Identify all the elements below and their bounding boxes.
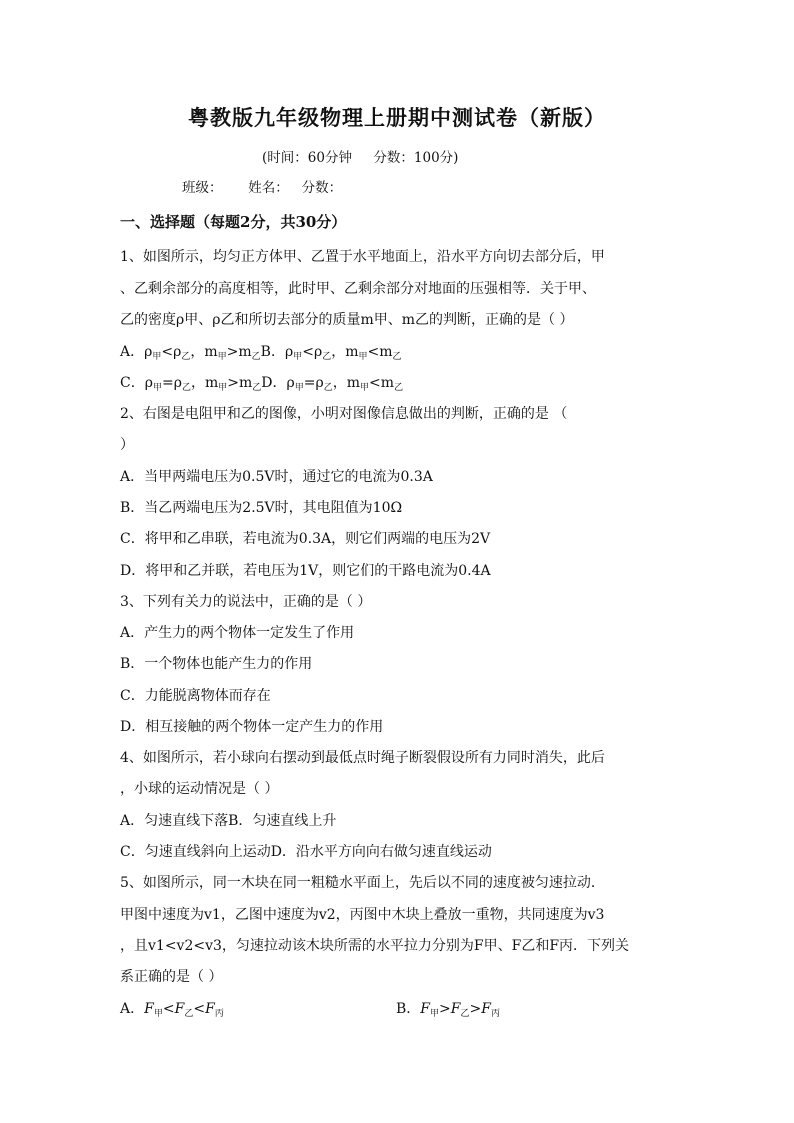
q1-options-ab: A．$\rho_甲<\rho_乙$，$m_甲>m_乙B$．$\rho_甲<\rho_乙$，$m_甲<m_乙$	[120, 344, 402, 362]
sub-yi: 乙	[460, 1009, 470, 1019]
q5-line-4: 系正确的是（ ）	[120, 969, 223, 985]
gt-sym: >	[439, 1001, 451, 1017]
q4-line-1: 4、如图所示，若小球向右摆动到最低点时绳子断裂假设所有力同时消失，此后	[120, 750, 605, 766]
exam-title: 粤教版九年级物理上册期中测试卷（新版）	[188, 105, 606, 130]
lt-sym: <	[369, 375, 381, 391]
time-score-line: (时间：60分钟 分数：100分)	[262, 150, 459, 166]
sub-jia: 甲	[152, 352, 162, 362]
sub-jia: 甲	[153, 1009, 163, 1019]
sub-yi: 乙	[251, 352, 261, 362]
f-letter: F	[481, 1001, 491, 1017]
f-letter: F	[174, 1001, 185, 1017]
q5-line-1: 5、如图所示，同一木块在同一粗糙水平面上，先后以不同的速度被匀速拉动．	[120, 875, 605, 891]
q3-option-d: D．相互接触的两个物体一定产生力的作用	[120, 719, 384, 735]
lt-sym: <	[162, 1001, 175, 1017]
sub-yi: 乙	[322, 352, 332, 362]
f-letter: F	[205, 1001, 215, 1017]
q3-line-1: 3、下列有关力的说法中，正确的是（ ）	[120, 594, 372, 610]
q2-option-c: C．将甲和乙串联，若电流为0.3A，则它们两端的电压为2V	[120, 531, 491, 547]
sub-jia: 甲	[218, 383, 228, 393]
lt-sym: <	[367, 344, 380, 360]
sub-jia: 甲	[152, 383, 162, 393]
lt-sym: <	[193, 1001, 206, 1017]
q4-line-2: ，小球的运动情况是（ ）	[120, 781, 279, 797]
mid-D: D．ρ	[261, 375, 295, 391]
q1-line-1: 1、如图所示，均匀正方体甲、乙置于水平地面上，沿水平方向切去部分后，甲	[120, 249, 605, 265]
sub-yi: 乙	[181, 352, 191, 362]
sub-yi: 乙	[252, 383, 262, 393]
q5-b-label: B．	[396, 1001, 421, 1017]
q1-optA-prefix: A．ρ	[120, 344, 153, 360]
f-letter: F	[144, 1001, 154, 1017]
sub-jia: 甲	[294, 383, 304, 393]
sub-jia: 甲	[293, 352, 303, 362]
q1-line-2: 、乙剩余部分的高度相等，此时甲、乙剩余部分对地面的压强相等．关于甲、	[120, 281, 596, 297]
lt-rho: <ρ	[302, 344, 323, 360]
sub-yi: 乙	[181, 383, 191, 393]
sub-bing: 丙	[214, 1009, 224, 1019]
q2-option-b: B．当乙两端电压为2.5V时，其电阻值为10Ω	[120, 500, 403, 516]
q2-option-d: D．将甲和乙并联，若电压为1V，则它们的干路电流为0.4A	[120, 563, 491, 579]
q5-line-3: ，且v1<v2<v3，匀速拉动该木块所需的水平拉力分别为F甲、F乙和F丙．下列关	[120, 938, 630, 954]
q4-options-cd: C．匀速直线斜向上运动D．沿水平方向向右做匀速直线运动	[120, 844, 492, 860]
sub-jia: 甲	[360, 383, 370, 393]
f-letter: F	[450, 1001, 461, 1017]
q5-line-2: 甲图中速度为v1，乙图中速度为v2，丙图中木块上叠放一重物，共同速度为v3	[120, 907, 605, 923]
class-name-score-line: 班级： 姓名： 分数：	[182, 180, 343, 196]
comma-m: ，m	[331, 344, 359, 360]
f-letter: F	[420, 1001, 431, 1017]
sub-bing: 丙	[490, 1009, 500, 1019]
q3-option-b: B．一个物体也能产生力的作用	[120, 656, 313, 672]
sub-yi: 乙	[323, 383, 333, 393]
gt-sym: >	[469, 1001, 482, 1017]
q3-option-a: A．产生力的两个物体一定发生了作用	[120, 625, 355, 641]
comma-m: ，m	[190, 375, 219, 391]
q4-options-ab: A．匀速直线下落B．匀速直线上升	[120, 813, 337, 829]
q1-optC-prefix: C．ρ	[120, 375, 153, 391]
eq-rho: =ρ	[161, 375, 182, 391]
sub-yi: 乙	[392, 352, 402, 362]
section-heading-choice: 一、选择题（每题2分，共30分）	[120, 213, 347, 231]
sub-yi: 乙	[184, 1009, 194, 1019]
q2-line-1: 2、右图是电阻甲和乙的图像，小明对图像信息做出的判断，正确的是 （	[120, 406, 568, 422]
lt-rho: <ρ	[161, 344, 182, 360]
q5-option-b	[396, 999, 500, 1021]
q5-option-a	[120, 999, 224, 1021]
q1-options-cd: C．$\rho_甲=\rho_乙$，$m_甲>m_乙D$．$\rho_甲=\rho_乙$，$m_甲<m_乙$	[120, 375, 404, 393]
gt-m: >m	[226, 344, 252, 360]
q2-line-2: ）	[120, 437, 134, 453]
gt-m: >m	[227, 375, 253, 391]
mid-B: B．ρ	[260, 344, 294, 360]
q1-line-3: 乙的密度ρ甲、ρ乙和所切去部分的质量m甲、m乙的判断，正确的是（ ）	[120, 312, 574, 328]
sub-jia: 甲	[430, 1009, 440, 1019]
q3-option-c: C．力能脱离物体而存在	[120, 688, 271, 704]
sub-jia: 甲	[217, 352, 227, 362]
comma-m: ，m	[332, 375, 361, 391]
q5-a-label: A．	[120, 1001, 145, 1017]
sub-jia: 甲	[358, 352, 368, 362]
eq-rho: =ρ	[303, 375, 324, 391]
comma-m: ，m	[190, 344, 218, 360]
q2-option-a: A．当甲两端电压为0.5V时，通过它的电流为0.3A	[120, 469, 433, 485]
sub-yi: 乙	[394, 383, 404, 393]
